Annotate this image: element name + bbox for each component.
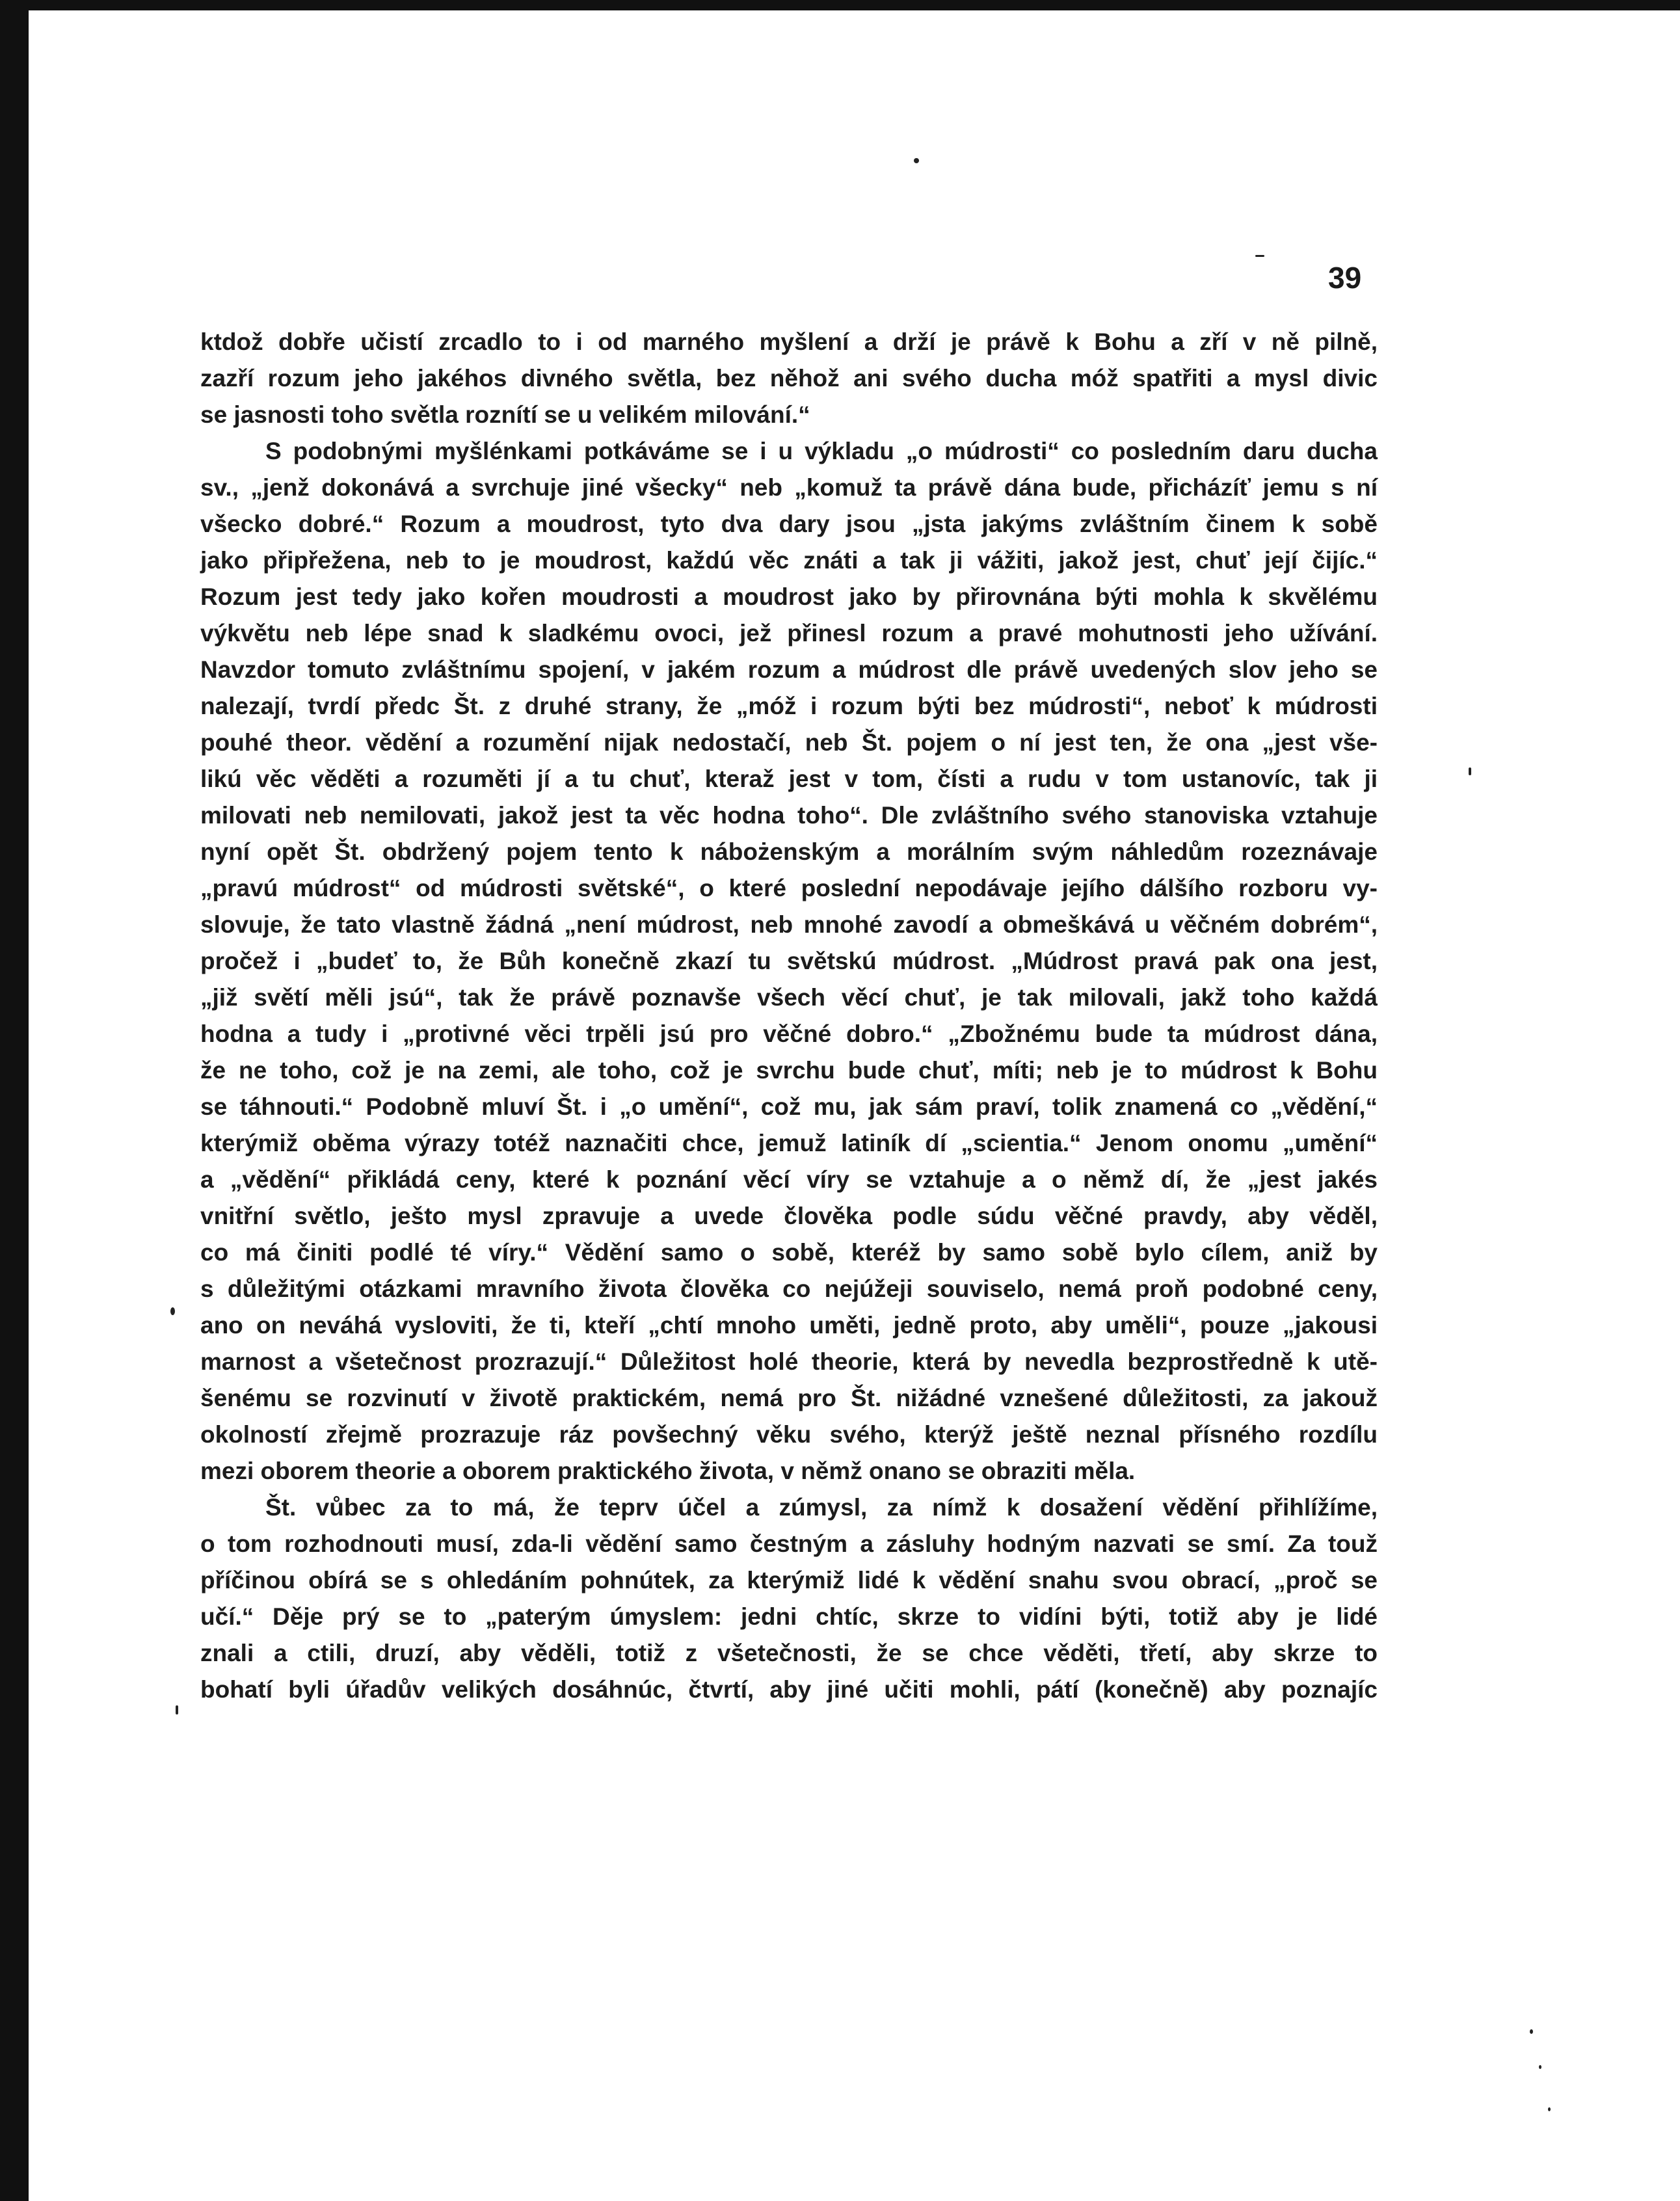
text-line: kterýmiž oběma výrazy totéž naznačiti chce, jemuž latiník dí „scientia.“ Jenom onomu „umění“: [200, 1130, 1378, 1156]
text-line: „již světí měli jsú“, tak že právě poznavše všech věcí chuť, je tak milovali, jakž toho každá: [200, 984, 1378, 1011]
text-line: ktdož dobře učistí zrcadlo to i od marného myšlení a drží je právě k Bohu a zří v ně pilně,: [200, 328, 1378, 355]
text-line: pouhé theor. vědění a rozumění nijak nedostačí, neb Št. pojem o ní jest ten, že ona „jest vše-: [200, 729, 1378, 756]
paragraph-first-line: S podobnými myšlénkami potkáváme se i u výkladu „o múdrosti“ co posledním daru ducha: [265, 438, 1378, 464]
text-line: šenému se rozvinutí v životě praktickém, nemá pro Št. nižádné vznešené důležitosti, za jakouž: [200, 1385, 1378, 1411]
text-line: milovati neb nemilovati, jakož jest ta věc hodna toho“. Dle zvláštního svého stanoviska vztahuje: [200, 802, 1378, 829]
text-line: znali a ctili, druzí, aby věděli, totiž z všetečnosti, že se chce věděti, třetí, aby skrze to: [200, 1640, 1378, 1666]
text-line: co má činiti podlé té víry.“ Vědění samo o sobě, kteréž by samo sobě bylo cílem, aniž by: [200, 1239, 1378, 1266]
scan-speck: [1530, 2029, 1533, 2034]
scan-speck: [1469, 767, 1471, 775]
scan-border-top: [0, 0, 1680, 10]
text-line: se táhnouti.“ Podobně mluví Št. i „o umění“, což mu, jak sám praví, tolik znamená co „vědění,“: [200, 1093, 1378, 1120]
page-number: 39: [1328, 261, 1362, 295]
text-line: okolností zřejmě prozrazuje ráz povšechný věku svého, kterýž ještě neznal přísného rozdílu: [200, 1421, 1378, 1448]
text-line: hodna a tudy i „protivné věci trpěli jsú pro věčné dobro.“ „Zbožnému bude ta múdrost dána,: [200, 1020, 1378, 1047]
scan-border-left: [0, 0, 29, 2201]
text-line: sv., „jenž dokonává a svrchuje jiné všecky“ neb „komuž ta právě dána bude, přicházíť jemu s ní: [200, 474, 1378, 501]
text-line: „pravú múdrost“ od múdrosti světské“, o které poslední nepodávaje jejího dálšího rozboru vy-: [200, 875, 1378, 901]
text-line: a „vědění“ přikládá ceny, které k poznání věcí víry se vztahuje a o němž dí, že „jest jakés: [200, 1166, 1378, 1193]
scan-speck: [176, 1705, 178, 1714]
text-line: jako připřežena, neb to je moudrost, každú věc znáti a tak ji vážiti, jakož jest, chuť její čijíc.“: [200, 547, 1378, 574]
text-line: Rozum jest tedy jako kořen moudrosti a moudrost jako by přirovnána býti mohla k skvělému: [200, 583, 1378, 610]
text-line: ano on neváhá vysloviti, že ti, kteří „chtí mnoho uměti, jedně proto, aby uměli“, pouze „jakousi: [200, 1312, 1378, 1339]
text-line: vnitřní světlo, ješto mysl zpravuje a uvede člověka podle súdu věčné pravdy, aby věděl,: [200, 1203, 1378, 1229]
scan-speck: [170, 1307, 175, 1315]
text-line: bohatí byli úřadův velikých dosáhnúc, čtvrtí, aby jiné učiti mohli, pátí (konečně) aby poznajíc: [200, 1676, 1378, 1703]
text-line: příčinou obírá se s ohledáním pohnútek, za kterýmiž lidé k vědění snahu svou obrací, „proč se: [200, 1567, 1378, 1594]
body-text: [200, 324, 1378, 1708]
text-line: o tom rozhodnouti musí, zda-li vědění samo čestným a zásluhy hodným nazvati se smí. Za touž: [200, 1530, 1378, 1557]
text-line: pročež i „budeť to, že Bůh konečně zkazí tu světskú múdrost. „Múdrost pravá pak ona jest,: [200, 948, 1378, 974]
text-line: nalezají, tvrdí předc Št. z druhé strany, že „móž i rozum býti bez múdrosti“, neboť k múdrosti: [200, 693, 1378, 719]
text-line: učí.“ Děje prý se to „paterým úmyslem: jedni chtíc, skrze to vidíni býti, totiž aby je lidé: [200, 1603, 1378, 1630]
text-line: likú věc věděti a rozuměti jí a tu chuť, kteraž jest v tom, čísti a rudu v tom ustanovíc, tak ji: [200, 766, 1378, 792]
text-line: zazří rozum jeho jakéhos divného světla, bez něhož ani svého ducha móž spatřiti a mysl divic: [200, 365, 1378, 392]
text-line: slovuje, že tato vlastně žádná „není múdrost, neb mnohé zavodí a obmeškává u věčném dobrém“,: [200, 911, 1378, 938]
text-line: se jasnosti toho světla roznítí se u velikém milování.“: [200, 401, 810, 428]
text-line: Navzdor tomuto zvláštnímu spojení, v jakém rozum a múdrost dle právě uvedených slov jeho se: [200, 656, 1378, 683]
text-line: že ne toho, což je na zemi, ale toho, což je svrchu bude chuť, míti; neb je to múdrost k Bohu: [200, 1057, 1378, 1084]
paragraph-first-line: Št. vůbec za to má, že teprv účel a zúmysl, za nímž k dosažení vědění přihlížíme,: [265, 1494, 1378, 1521]
text-line: marnost a všetečnost prozrazují.“ Důležitost holé theorie, která by nevedla bezprostředně k utě-: [200, 1348, 1378, 1375]
text-line: výkvětu neb lépe snad k sladkému ovoci, jež přinesl rozum a pravé mohutnosti jeho užívání.: [200, 620, 1378, 647]
text-line: nyní opět Št. obdržený pojem tento k nábożenským a morálním svým náhledům rozeznávaje: [200, 838, 1378, 865]
scan-speck: [1255, 255, 1264, 257]
text-line: mezi oborem theorie a oborem praktického života, v němž onano se obraziti měla.: [200, 1458, 1136, 1484]
scan-speck: [914, 158, 919, 163]
text-line: s důležitými otázkami mravního života člověka co nejúžeji souviselo, nemá proň podobné ceny,: [200, 1275, 1378, 1302]
scan-speck: [1539, 2065, 1541, 2069]
scan-speck: [1548, 2107, 1551, 2111]
text-line: všecko dobré.“ Rozum a moudrost, tyto dva dary jsou „jsta jakýms zvláštním činem k sobě: [200, 511, 1378, 537]
